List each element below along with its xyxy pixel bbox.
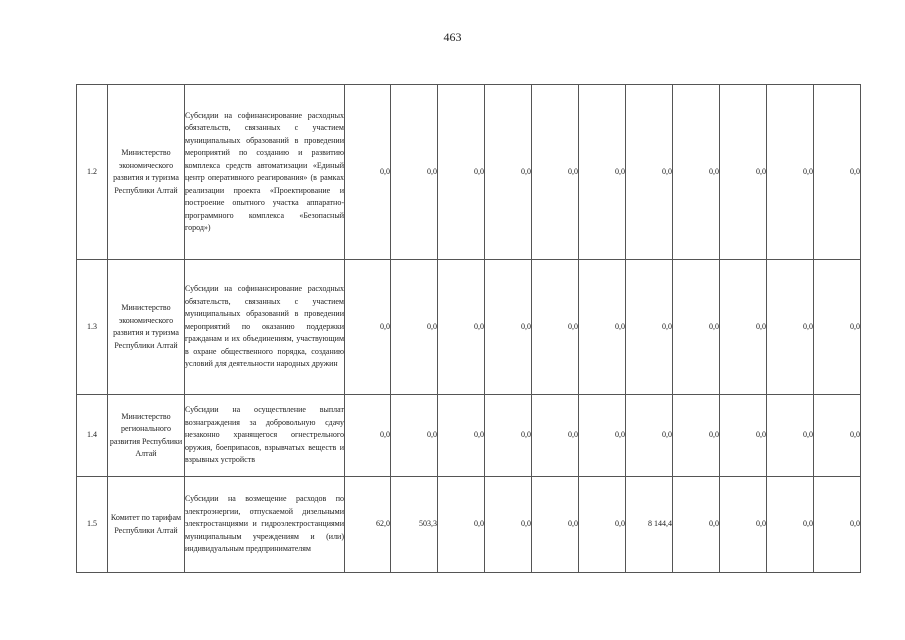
- value-cell: 0,0: [673, 477, 720, 573]
- value-cell: 0,0: [532, 85, 579, 260]
- page-number: 463: [443, 30, 462, 44]
- row-number: 1.2: [77, 85, 108, 260]
- value-cell: 0,0: [720, 477, 767, 573]
- value-cell: 62,0: [345, 477, 391, 573]
- value-cell: 0,0: [391, 395, 438, 477]
- value-cell: 503,3: [391, 477, 438, 573]
- value-cell: 0,0: [345, 395, 391, 477]
- value-cell: 0,0: [438, 395, 485, 477]
- measure-description: Субсидии на возмещение расходов по электроэнергии, отпускаемой дизельными электростанциями и гидроэлектростанциями муниципальным учреждениям и (или) индивидуальным предпринимателям: [185, 477, 345, 573]
- row-number: 1.3: [77, 260, 108, 395]
- value-cell: 0,0: [626, 260, 673, 395]
- row-number: 1.4: [77, 395, 108, 477]
- value-cell: 0,0: [814, 85, 861, 260]
- value-cell: 0,0: [579, 85, 626, 260]
- value-cell: 0,0: [438, 477, 485, 573]
- value-cell: 0,0: [485, 260, 532, 395]
- value-cell: 0,0: [579, 395, 626, 477]
- table-row: [77, 477, 861, 573]
- value-cell: 0,0: [814, 477, 861, 573]
- value-cell: 0,0: [485, 85, 532, 260]
- responsible-organization: Министерство регионального развития Республики Алтай: [108, 395, 185, 477]
- value-cell: 0,0: [814, 395, 861, 477]
- value-cell: 0,0: [485, 477, 532, 573]
- value-cell: 0,0: [345, 85, 391, 260]
- value-cell: 0,0: [438, 85, 485, 260]
- value-cell: 0,0: [532, 477, 579, 573]
- value-cell: 0,0: [767, 395, 814, 477]
- measure-description: Субсидии на софинансирование расходных обязательств, связанных с участием муниципальных образований в проведении мероприятий по оказанию поддержки гражданам и их объединениям, участвующим в охране общественного порядка, созданию условий для деятельности народных дружин: [185, 260, 345, 395]
- value-cell: 0,0: [720, 395, 767, 477]
- value-cell: 0,0: [438, 260, 485, 395]
- value-cell: 0,0: [532, 260, 579, 395]
- responsible-organization: Министерство экономического развития и туризма Республики Алтай: [108, 85, 185, 260]
- value-cell: 0,0: [767, 260, 814, 395]
- measure-description: Субсидии на осуществление выплат вознаграждения за добровольную сдачу незаконно хранящегося огнестрельного оружия, боеприпасов, взрывчатых веществ и взрывных устройств: [185, 395, 345, 477]
- value-cell: 0,0: [673, 260, 720, 395]
- value-cell: 0,0: [814, 260, 861, 395]
- value-cell: 0,0: [720, 260, 767, 395]
- responsible-organization: Комитет по тарифам Республики Алтай: [108, 477, 185, 573]
- row-number: 1.5: [77, 477, 108, 573]
- value-cell: 0,0: [485, 395, 532, 477]
- value-cell: 0,0: [579, 260, 626, 395]
- value-cell: 0,0: [391, 260, 438, 395]
- value-cell: 0,0: [673, 395, 720, 477]
- value-cell: 0,0: [532, 395, 579, 477]
- value-cell: 0,0: [626, 85, 673, 260]
- value-cell: 0,0: [626, 395, 673, 477]
- budget-table: [76, 84, 861, 573]
- value-cell: 0,0: [673, 85, 720, 260]
- value-cell: 0,0: [767, 477, 814, 573]
- value-cell: 0,0: [579, 477, 626, 573]
- value-cell: 0,0: [767, 85, 814, 260]
- value-cell: 8 144,4: [626, 477, 673, 573]
- measure-description: Субсидии на софинансирование расходных обязательств, связанных с участием муниципальных образований в проведении мероприятий по созданию и развитию комплекса средств автоматизации «Единый центр оперативного реагирования» (в рамках реализации проекта «Проектирование и построение опытного участка аппаратно-программного комплекса «Безопасный город»): [185, 85, 345, 260]
- table-row: [77, 260, 861, 395]
- value-cell: 0,0: [391, 85, 438, 260]
- responsible-organization: Министерство экономического развития и туризма Республики Алтай: [108, 260, 185, 395]
- table-row: [77, 85, 861, 260]
- value-cell: 0,0: [720, 85, 767, 260]
- table-row: [77, 395, 861, 477]
- value-cell: 0,0: [345, 260, 391, 395]
